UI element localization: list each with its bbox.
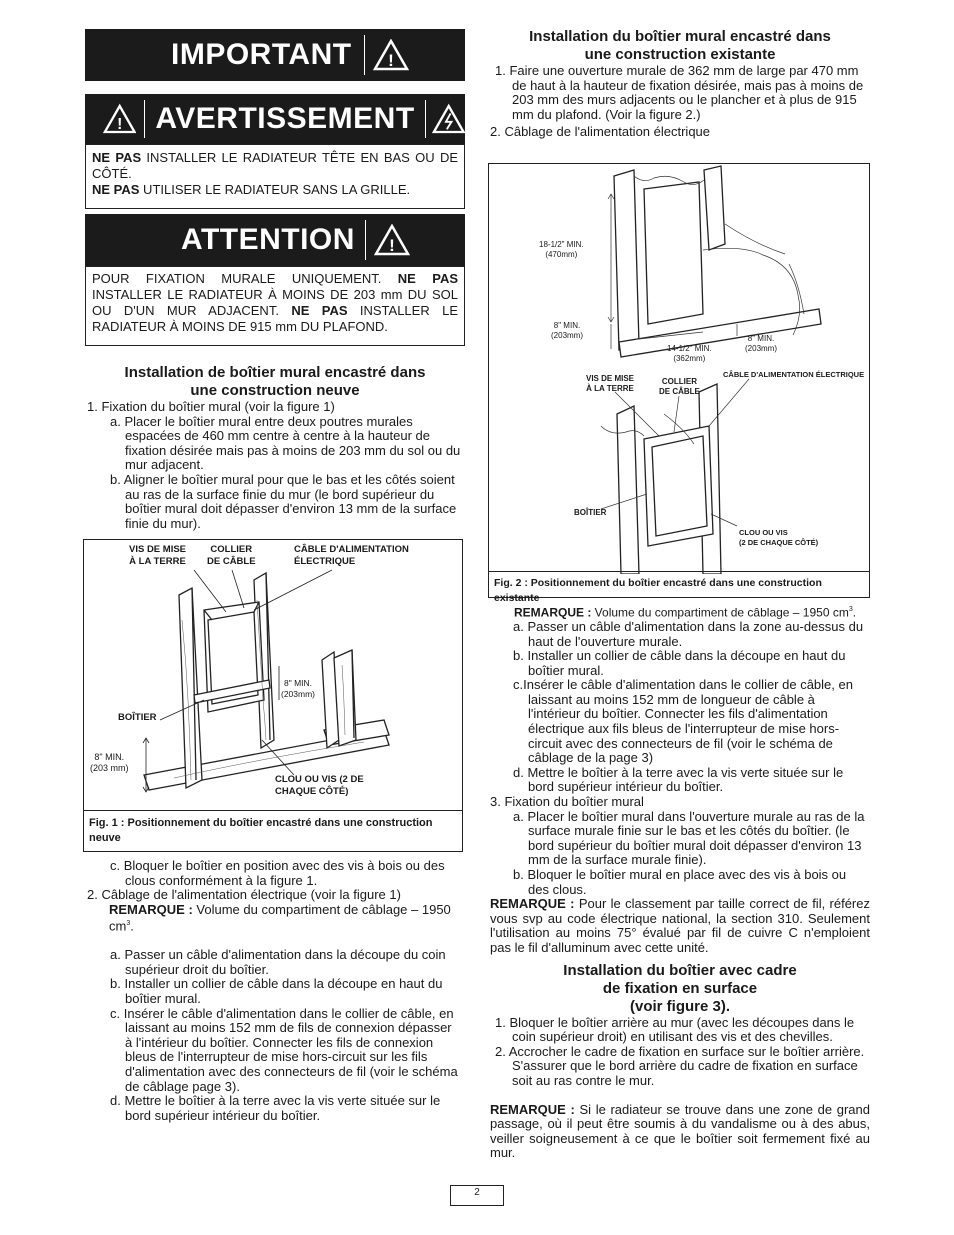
sm-remark: REMARQUE : Si le radiateur se trouve dans une zone de grand passage, où il peut être soumis à du vandalisme ou à des abus, veiller soigneusement à ce que le boîtier soit fermement fixé au mur. bbox=[490, 1101, 870, 1161]
warning-title: AVERTISSEMENT bbox=[155, 102, 415, 135]
ex-step-2a: a. Passer un câble d'alimentation dans la zone au-dessus du haut de l'ouverture murale. bbox=[513, 618, 864, 649]
ex-step-2: 2. Câblage de l'alimentation électrique bbox=[490, 124, 711, 140]
warning-triangle-icon bbox=[374, 224, 410, 256]
surface-mount-heading: Installation du boîtier avec cadre de fixation en surface (voir figure 3). bbox=[563, 961, 797, 1015]
figure-2-drawing bbox=[489, 164, 869, 574]
ex-step-2-remark: REMARQUE : Volume du compartiment de câblage – 1950 $cm^3$. bbox=[514, 605, 857, 620]
banner-divider bbox=[425, 100, 426, 138]
warning-line-1: NE PAS INSTALLER LE RADIATEUR TÊTE EN BAS OU DE CÔTÉ. bbox=[92, 150, 459, 181]
attention-text: POUR FIXATION MURALE UNIQUEMENT. NE PAS INSTALLER LE RADIATEUR À MOINS DE 203 mm DU SOL OU D'UN MUR ADJACENT. NE PAS INSTALLER LE RADIATEUR À MOINS DE 915 mm DU PLAFOND. bbox=[92, 271, 458, 334]
step-2: 2. Câblage de l'alimentation électrique (voir la figure 1) bbox=[87, 887, 401, 903]
figure-1-drawing bbox=[84, 540, 462, 800]
electric-shock-icon bbox=[432, 103, 465, 135]
ex-step-3: 3. Fixation du boîtier mural bbox=[490, 794, 644, 810]
ex-step-3b: b. Bloquer le boîtier mural en place avec des vis à bois ou des clous. bbox=[513, 867, 847, 897]
svg-text:!: ! bbox=[387, 51, 394, 70]
existing-construction-heading: Installation du boîtier mural encastré dans une construction existante bbox=[529, 28, 831, 63]
fig1-label-nail: CLOU OU VIS (2 DE CHAQUE CÔTÉ) bbox=[275, 774, 364, 797]
attention-banner bbox=[85, 214, 465, 266]
new-construction-steps bbox=[87, 400, 462, 531]
fig2-label-box: BOÎTIER bbox=[574, 508, 607, 517]
fig2-label-power-cable: CÂBLE D'ALIMENTATION ÉLECTRIQUE bbox=[723, 370, 865, 379]
fig1-label-cable-clamp: COLLIER DE CÂBLE bbox=[207, 544, 256, 567]
spacer bbox=[87, 934, 462, 948]
figure-1 bbox=[83, 539, 463, 852]
step-1c: c. Bloquer le boîtier en position avec des vis à bois ou des clous conformément à la figure 1. bbox=[110, 858, 445, 888]
fig1-label-power-cable: CÂBLE D'ALIMENTATION ÉLECTRIQUE bbox=[294, 544, 409, 567]
warning-triangle-icon bbox=[373, 39, 409, 71]
attention-title: ATTENTION bbox=[181, 223, 355, 256]
warning-box bbox=[85, 144, 465, 209]
sm-step-1: 1. Bloquer le boîtier arrière au mur (avec les découpes dans le coin supérieur droit) en utilisant des vis et des chevilles. bbox=[495, 1014, 855, 1045]
important-banner bbox=[85, 29, 465, 81]
banner-divider bbox=[144, 100, 145, 138]
step-1a: a. Placer le boîtier mural entre deux poutres murales espacées de 460 mm centre à centre à la hauteur de fixation désirée mais pas à moins de 203 mm du sol ou du mur adjacent. bbox=[110, 413, 461, 473]
fig2-label-203-left: 8" MIN. (203mm) bbox=[551, 321, 584, 340]
figure-2 bbox=[488, 163, 870, 604]
warning-line-2: NE PAS UTILISER LE RADIATEUR SANS LA GRILLE. bbox=[92, 182, 411, 197]
fig2-caption-divider bbox=[489, 571, 869, 572]
fig1-label-ground-screw: VIS DE MISE À LA TERRE bbox=[129, 544, 187, 567]
ex-step-2b: b. Installer un collier de câble dans la découpe en haut du boîtier mural. bbox=[513, 648, 846, 678]
attention-box bbox=[85, 266, 465, 346]
step-2a: a. Passer un câble d'alimentation dans la découpe du coin supérieur droit du boîtier. bbox=[110, 947, 446, 977]
fig1-label-8min-right: 8" MIN. (203mm) bbox=[281, 678, 316, 699]
step-2b: b. Installer un collier de câble dans la découpe en haut du boîtier mural. bbox=[110, 976, 443, 1007]
step-2-remark: REMARQUE : Volume du compartiment de câblage – 1950 $cm^3$. bbox=[109, 901, 451, 934]
spacer bbox=[490, 1089, 870, 1103]
ex-remark-wire: REMARQUE : Pour le classement par taille correct de fil, référez vous svp au code électrique national, la section 310. Seulement l'utilisation au moins 75° évalué par fil de cuivre C n'emploient pas le fil d'alluminum avec cette unité. bbox=[490, 896, 870, 955]
fig2-label-470: 18-1/2" MIN. (470mm) bbox=[539, 240, 584, 259]
fig1-label-8min-left: 8" MIN. (203 mm) bbox=[90, 752, 129, 773]
ex-step-2c: c.Insérer le câble d'alimentation dans le collier de câble, en laissant au moins 152 mm de longueur de câble à l'intérieur du boîtier. Connecter les fils d'alimentation électrique aux fils bleus de l'interrupteur de mise hors-circuit avec des connecteurs de fil (voir le schéma de câblage de la page 3) bbox=[513, 677, 853, 766]
step-1b: b. Aligner le boîtier mural pour que le bas et les côtés soient au ras de la surface finie du mur (le bord supérieur du boîtier mural doit dépasser d'environ 13 mm de la surface finie du mur). bbox=[110, 471, 457, 531]
fig2-label-nail: CLOU OU VIS (2 DE CHAQUE CÔTÉ) bbox=[739, 528, 819, 547]
step-2d: d. Mettre le boîtier à la terre avec la vis verte située sur le bord supérieur intérieur du boîtier. bbox=[110, 1093, 441, 1123]
ex-step-1: 1. Faire une ouverture murale de 362 mm de large par 470 mm de haut à la hauteur de fixation désirée, mais pas à moins de 203 mm des murs adjacents ou le plancher et à plus de 915 mm du plafond. (Voir la figure 2.) bbox=[495, 63, 864, 122]
warning-banner bbox=[85, 94, 465, 144]
sm-step-2: 2. Accrocher le cadre de fixation en surface sur le boîtier arrière. S'assurer que le bord arrière du cadre de fixation en surface soit au ras contre le mur. bbox=[495, 1043, 865, 1088]
fig1-caption-divider bbox=[84, 810, 462, 811]
page-number-box bbox=[450, 1185, 504, 1206]
step-1: 1. Fixation du boîtier mural (voir la figure 1) bbox=[87, 399, 335, 414]
ex-step-2d: d. Mettre le boîtier à la terre avec la vis verte située sur le bord supérieur intérieur du boîtier. bbox=[513, 764, 844, 795]
fig2-label-cable-clamp: COLLIER DE CÂBLE bbox=[659, 377, 700, 396]
banner-divider bbox=[364, 35, 365, 75]
existing-construction-steps-cont bbox=[490, 603, 870, 1161]
fig2-caption: Fig. 2 : Positionnement du boîtier encastré dans une construction existante bbox=[494, 577, 822, 604]
svg-text:!: ! bbox=[117, 116, 123, 134]
fig2-label-362: 14-1/2" MIN. (362mm) bbox=[667, 344, 712, 363]
important-title: IMPORTANT bbox=[171, 38, 352, 71]
ex-step-3a: a. Placer le boîtier mural dans l'ouverture murale au ras de la surface murale finie sur le bas et les côtés du boîtier. (le bord supérieur du boîtier mural doit dépasser d'environ 13 mm de la surface murale finie). bbox=[513, 808, 865, 868]
existing-construction-steps bbox=[490, 64, 868, 140]
fig1-caption: Fig. 1 : Positionnement du boîtier encastré dans une construction neuve bbox=[89, 817, 433, 844]
warning-triangle-icon bbox=[103, 103, 136, 135]
fig2-label-ground-screw: VIS DE MISE À LA TERRE bbox=[586, 374, 635, 393]
new-construction-heading: Installation de boîtier mural encastré dans une construction neuve bbox=[124, 364, 426, 399]
new-construction-steps-cont bbox=[87, 859, 462, 1123]
step-2c: c. Insérer le câble d'alimentation dans le collier de câble, en laissant au moins 152 mm de fils de connexion dépasser à l'intérieur du boîtier. Connecter les fils de connexion bleus de l'interrupteur de mise hors-circuit sur les fils d'alimentation avec des connecteurs de fil (voir le schéma de câblage page 3). bbox=[110, 1005, 458, 1094]
fig2-label-203-right: 8" MIN. (203mm) bbox=[745, 334, 778, 353]
svg-text:!: ! bbox=[389, 236, 395, 255]
page-number: 2 bbox=[474, 1187, 480, 1198]
fig1-label-box: BOÎTIER bbox=[118, 712, 157, 723]
banner-divider bbox=[365, 220, 366, 260]
